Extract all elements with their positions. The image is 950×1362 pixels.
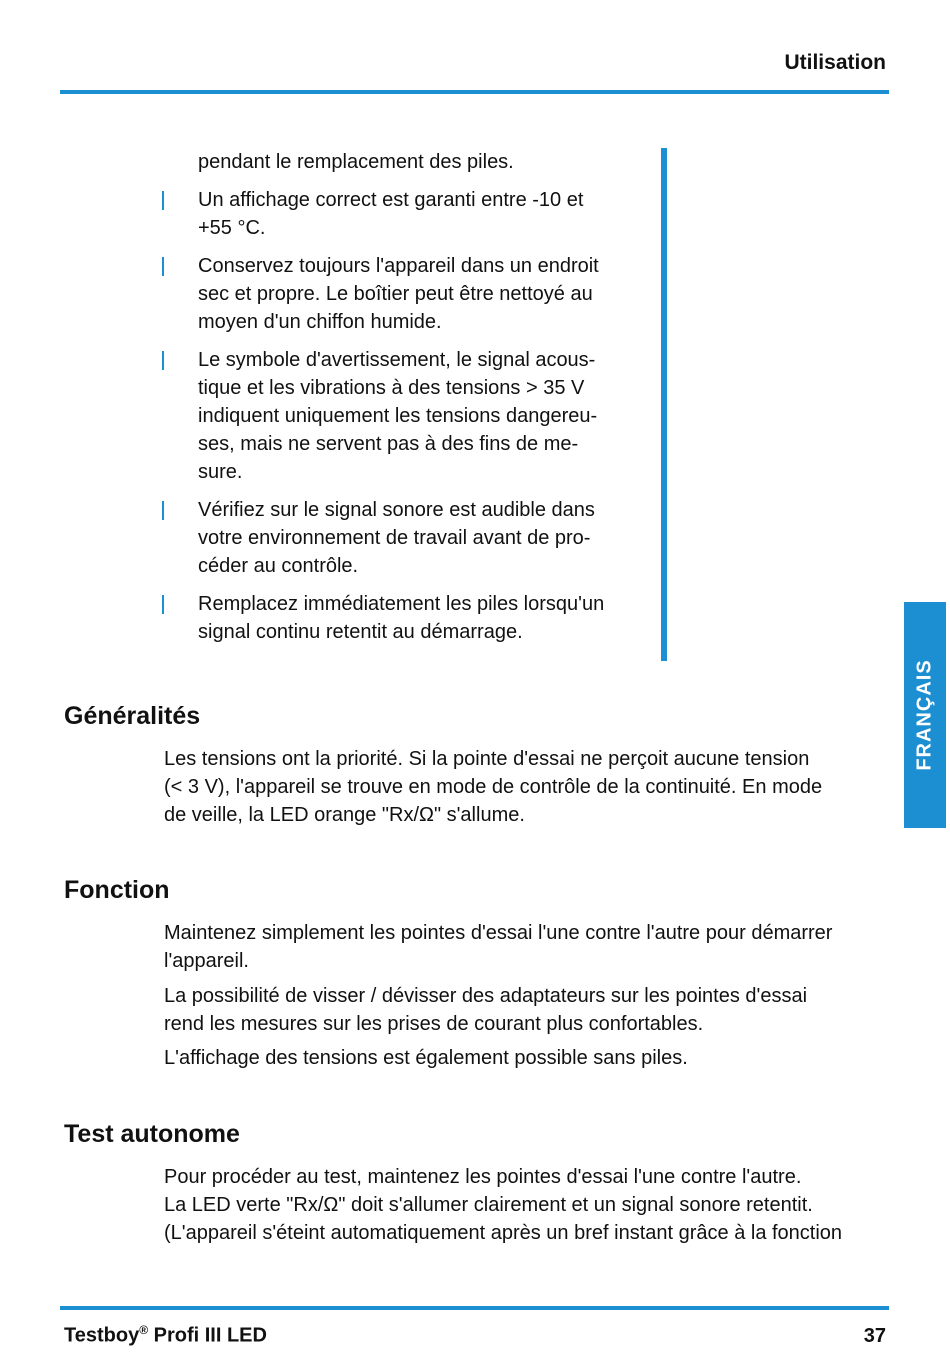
product-model: Profi III LED (148, 1324, 267, 1347)
paragraph-fonction-3: L'affichage des tensions est également possible sans piles. (164, 1047, 688, 1069)
warning-text: Un affichage correct est garanti entre -10 et +55 °C. (198, 189, 584, 239)
page-number: 37 (863, 1325, 886, 1347)
bullet-bar-icon (162, 257, 164, 276)
registered-mark: ® (139, 1323, 149, 1337)
warning-text: Conservez toujours l'appareil dans un endroit sec et propre. Le boîtier peut être nettoyé au moyen d'un chiffon humide. (198, 255, 599, 333)
warning-item (162, 346, 632, 486)
bullet-bar-icon (162, 595, 164, 614)
heading-generalites: Généralités (64, 702, 201, 730)
footer-product (64, 1323, 267, 1348)
paragraph-generalites: Les tensions ont la priorité. Si la pointe d'essai ne perçoit aucune tension (< 3 V), l'appareil se trouve en mode de contrôle de la continuité. En mode de veille, la LED orange "Rx/Ω" s'allume. (164, 748, 823, 826)
paragraph-test: Pour procéder au test, maintenez les pointes d'essai l'une contre l'autre. La LED verte "Rx/Ω" doit s'allumer clairement et un signal sonore retentit. (L'appareil s'éteint automatiquement après un bref instant grâce à la fonction (164, 1166, 843, 1244)
language-tab (904, 602, 946, 828)
heading-test-autonome: Test autonome (64, 1120, 240, 1148)
warning-item (162, 252, 632, 336)
warnings-side-line (661, 148, 667, 661)
warning-item (162, 590, 632, 646)
bullet-bar-icon (162, 191, 164, 210)
bullet-bar-icon (162, 501, 164, 520)
footer-rule (60, 1306, 889, 1310)
warning-text: Vérifiez sur le signal sonore est audible dans votre environnement de travail avant de pro- céder au contrôle. (198, 499, 595, 577)
warnings-block (162, 148, 632, 646)
warning-text: Remplacez immédiatement les piles lorsqu'un signal continu retentit au démarrage. (198, 593, 605, 643)
language-tab-label: FRANÇAIS (913, 659, 936, 771)
bullet-bar-icon (162, 351, 164, 370)
paragraph-fonction-1: Maintenez simplement les pointes d'essai l'une contre l'autre pour démarrer l'appareil. (164, 922, 833, 972)
warning-text: Le symbole d'avertissement, le signal acous- tique et les vibrations à des tensions > 35 V indiquent uniquement les tensions dangereu- ses, mais ne servent pas à des fins de me- sure. (198, 349, 598, 483)
product-brand: Testboy (64, 1324, 140, 1347)
header-rule (60, 90, 889, 94)
paragraph-fonction-2: La possibilité de visser / dévisser des adaptateurs sur les pointes d'essai rend les mesures sur les prises de courant plus confortables. (164, 985, 808, 1035)
heading-fonction: Fonction (64, 876, 170, 904)
warning-item (162, 496, 632, 580)
page-header-title: Utilisation (784, 51, 886, 74)
continued-line: pendant le remplacement des piles. (198, 151, 514, 173)
warning-item (162, 186, 632, 242)
